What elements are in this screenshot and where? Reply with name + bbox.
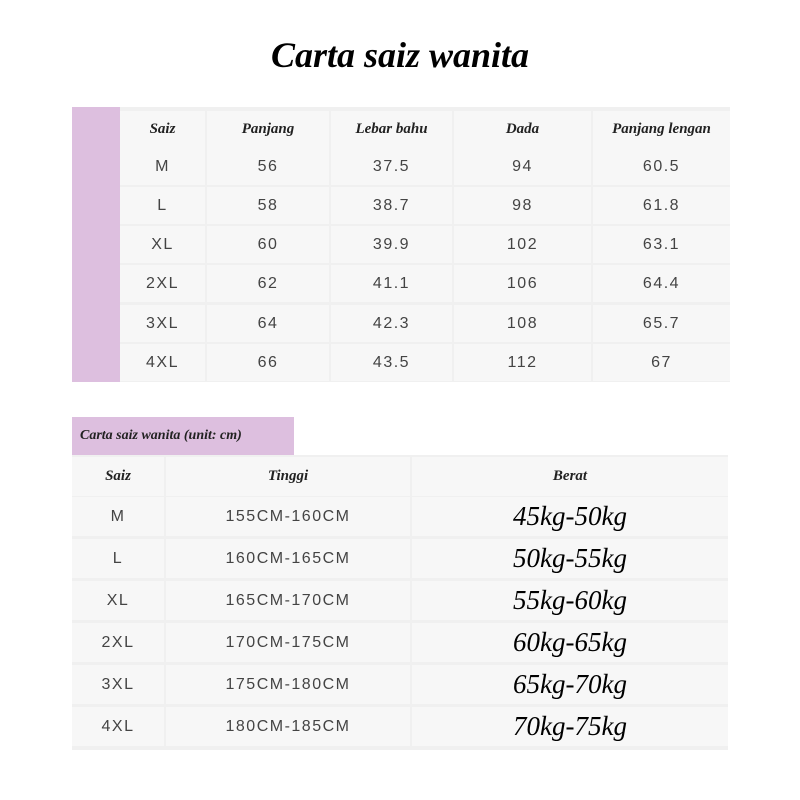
table1-header-cell: Dada — [454, 111, 591, 148]
table2-row — [72, 707, 728, 746]
table1-cell: 108 — [454, 305, 591, 342]
table2-cell: 50kg-55kg — [412, 539, 728, 578]
table1-cell: 42.3 — [331, 305, 452, 342]
table1-cell: 43.5 — [331, 344, 452, 381]
table2-row — [72, 539, 728, 578]
table1-cell: 64.4 — [593, 265, 730, 302]
table1-cell: 41.1 — [331, 265, 452, 302]
table2-header-row — [72, 457, 728, 496]
table2-cell: 55kg-60kg — [412, 581, 728, 620]
table1-cell: 106 — [454, 265, 591, 302]
table1-cell: 61.8 — [593, 187, 730, 224]
table2-cell: 3XL — [72, 665, 164, 704]
table1-accent-bar — [72, 107, 120, 382]
table2-cell: 65kg-70kg — [412, 665, 728, 704]
measurement-table — [120, 107, 730, 382]
table2-row — [72, 665, 728, 704]
table1-row — [120, 148, 730, 185]
table1-header-cell: Panjang lengan — [593, 111, 730, 148]
table1-row — [120, 305, 730, 342]
table1-row — [120, 265, 730, 302]
table1-header-cell: Lebar bahu — [331, 111, 452, 148]
table2-cell: 165CM-170CM — [166, 581, 410, 620]
table2-row — [72, 497, 728, 536]
table1-row — [120, 344, 730, 381]
table1-cell: 98 — [454, 187, 591, 224]
table1-cell: 64 — [207, 305, 329, 342]
table2-cell: 2XL — [72, 623, 164, 662]
table2-cell: 155CM-160CM — [166, 497, 410, 536]
table1-cell: 3XL — [120, 305, 205, 342]
table1-row — [120, 187, 730, 224]
table1-cell: XL — [120, 226, 205, 263]
table2-cell: 4XL — [72, 707, 164, 746]
table1-cell: 2XL — [120, 265, 205, 302]
table1-cell: M — [120, 148, 205, 185]
table1-cell: 67 — [593, 344, 730, 381]
table2-cell: L — [72, 539, 164, 578]
table2-header-cell: Berat — [412, 457, 728, 496]
height-weight-table — [72, 455, 728, 750]
table1-cell: 39.9 — [331, 226, 452, 263]
table2-cell: 160CM-165CM — [166, 539, 410, 578]
table2-cell: 45kg-50kg — [412, 497, 728, 536]
table1-cell: 94 — [454, 148, 591, 185]
table2-row — [72, 623, 728, 662]
table2-cell: 60kg-65kg — [412, 623, 728, 662]
table2-cell: XL — [72, 581, 164, 620]
table2-row — [72, 581, 728, 620]
table1-cell: 37.5 — [331, 148, 452, 185]
table1-cell: 60 — [207, 226, 329, 263]
table2-cell: M — [72, 497, 164, 536]
table1-cell: 63.1 — [593, 226, 730, 263]
table1-cell: 60.5 — [593, 148, 730, 185]
table1-header-cell: Panjang — [207, 111, 329, 148]
table1-cell: 4XL — [120, 344, 205, 381]
table2-cell: 70kg-75kg — [412, 707, 728, 746]
table1-cell: 65.7 — [593, 305, 730, 342]
table1-cell: 62 — [207, 265, 329, 302]
table1-header-cell: Saiz — [120, 111, 205, 148]
page-title: Carta saiz wanita — [270, 35, 530, 75]
table1-row — [120, 226, 730, 263]
table2-header-cell: Saiz — [72, 457, 164, 496]
table2-caption: Carta saiz wanita (unit: cm) — [72, 417, 294, 455]
table1-cell: 56 — [207, 148, 329, 185]
table1-cell: L — [120, 187, 205, 224]
table1-cell: 58 — [207, 187, 329, 224]
table1-cell: 38.7 — [331, 187, 452, 224]
table1-header-row — [120, 111, 730, 148]
table2-cell: 175CM-180CM — [166, 665, 410, 704]
table1-cell: 112 — [454, 344, 591, 381]
table2-header-cell: Tinggi — [166, 457, 410, 496]
table2-cell: 180CM-185CM — [166, 707, 410, 746]
table2-cell: 170CM-175CM — [166, 623, 410, 662]
table1-cell: 66 — [207, 344, 329, 381]
table1-cell: 102 — [454, 226, 591, 263]
